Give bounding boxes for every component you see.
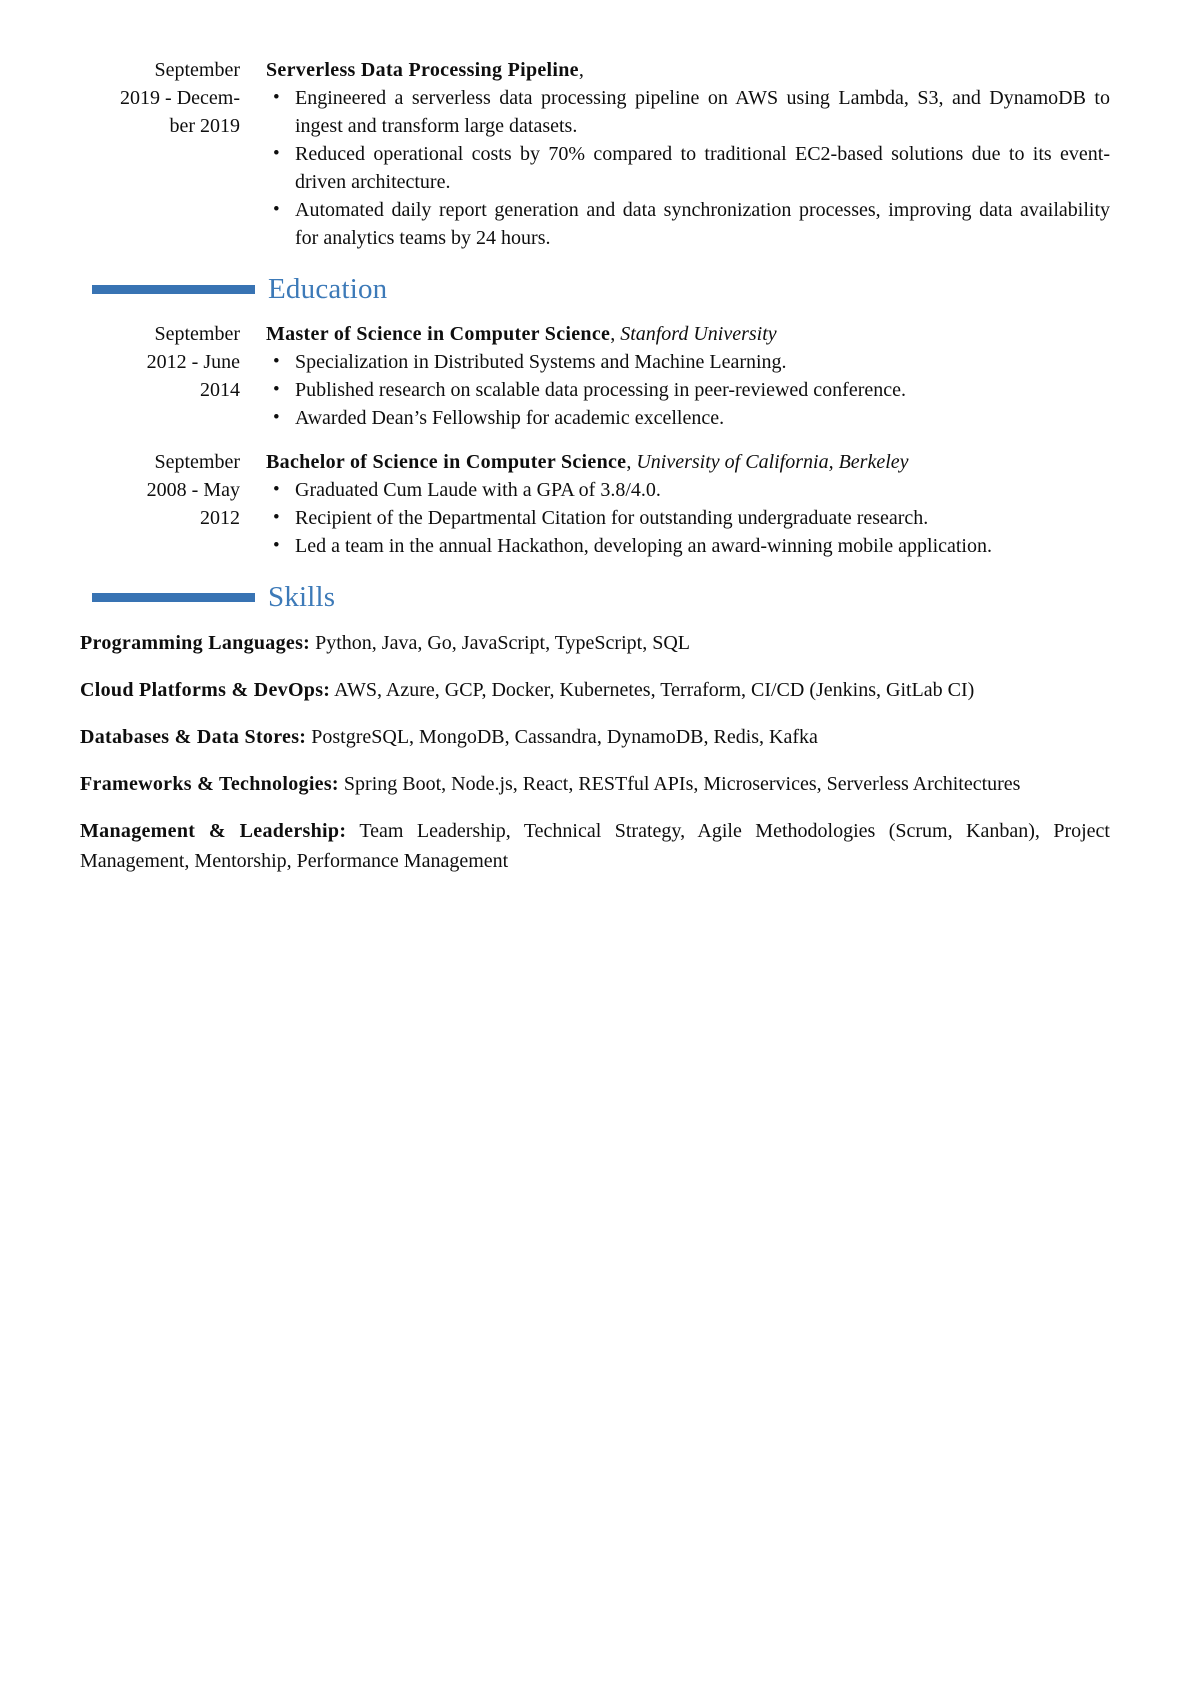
education-bullet-list — [266, 476, 1110, 560]
section-title-skills: Skills — [268, 580, 336, 613]
education-date-range — [80, 320, 240, 404]
skill-category-label: Databases & Data Stores: — [80, 725, 307, 748]
date-line: 2012 — [200, 506, 240, 529]
education-date-range — [80, 448, 240, 532]
section-rule — [92, 285, 255, 294]
date-line: 2012 - June — [146, 350, 240, 373]
title-separator: , — [626, 450, 632, 473]
education-entry-body — [266, 320, 1110, 432]
date-line: 2008 - May — [146, 478, 240, 501]
bullet-item: • Published research on scalable data processing in peer-reviewed conference. — [266, 376, 1110, 404]
skill-category-items: PostgreSQL, MongoDB, Cassandra, DynamoDB, Redis, Kafka — [311, 725, 818, 748]
skill-category-frameworks — [80, 769, 1110, 799]
skill-category-items: Python, Java, Go, JavaScript, TypeScript, SQL — [315, 631, 690, 654]
education-title — [266, 320, 1110, 348]
education-bullet-list — [266, 348, 1110, 432]
education-title — [266, 448, 1110, 476]
degree-title: Bachelor of Science in Computer Science — [266, 450, 627, 473]
degree-title: Master of Science in Computer Science — [266, 322, 611, 345]
institution-name: University of California, Berkeley — [636, 450, 909, 473]
bullet-item: • Reduced operational costs by 70% compared to traditional EC2-based solutions due to its event-driven architecture. — [266, 140, 1110, 196]
institution-name: Stanford University — [620, 322, 777, 345]
education-entry-masters — [80, 320, 1110, 432]
skill-category-label: Cloud Platforms & DevOps: — [80, 678, 331, 701]
experience-date-range — [80, 56, 240, 140]
date-line: 2019 - Decem- — [120, 87, 240, 109]
date-line: September — [154, 59, 240, 81]
skill-category-programming-languages — [80, 628, 1110, 658]
bullet-item: • Automated daily report generation and data synchronization processes, improving data availability for analytics teams by 24 hours. — [266, 196, 1110, 252]
skill-category-items: Spring Boot, Node.js, React, RESTful APIs, Microservices, Serverless Architectures — [343, 772, 1021, 795]
bullet-item: • Graduated Cum Laude with a GPA of 3.8/4.0. — [266, 476, 1110, 504]
date-line: September — [154, 322, 240, 345]
date-line: ber 2019 — [169, 115, 240, 137]
skill-category-items: Team Leadership, Technical Strategy, Agile Methodologies (Scrum, Kanban), Project Management, Mentorship, Performance Management — [80, 819, 1110, 872]
bullet-item: • Led a team in the annual Hackathon, developing an award-winning mobile application. — [266, 532, 1110, 560]
date-line: September — [154, 450, 240, 473]
skill-category-label: Management & Leadership: — [80, 819, 347, 842]
skill-category-label: Programming Languages: — [80, 631, 311, 654]
skill-category-label: Frameworks & Technologies: — [80, 772, 339, 795]
date-line: 2014 — [200, 378, 240, 401]
skill-category-cloud-devops — [80, 675, 1110, 705]
bullet-item: • Engineered a serverless data processing pipeline on AWS using Lambda, S3, and DynamoDB to ingest and transform large datasets. — [266, 84, 1110, 140]
title-separator: , — [610, 322, 616, 345]
section-title-education: Education — [268, 273, 388, 305]
section-rule — [92, 593, 255, 602]
title-separator: , — [578, 59, 584, 81]
section-header-skills — [80, 582, 1110, 614]
skill-category-management — [80, 816, 1110, 876]
bullet-item: • Recipient of the Departmental Citation for outstanding undergraduate research. — [266, 504, 1110, 532]
education-entry-bachelors — [80, 448, 1110, 560]
project-title: Serverless Data Processing Pipeline — [266, 59, 579, 81]
section-header-education — [80, 274, 1110, 306]
skill-category-databases — [80, 722, 1110, 752]
skill-category-items: AWS, Azure, GCP, Docker, Kubernetes, Terraform, CI/CD (Jenkins, GitLab CI) — [334, 678, 975, 701]
experience-title — [266, 56, 1110, 84]
experience-bullet-list — [266, 84, 1110, 252]
education-entry-body — [266, 448, 1110, 560]
bullet-item: • Awarded Dean’s Fellowship for academic excellence. — [266, 404, 1110, 432]
experience-entry — [80, 56, 1110, 252]
bullet-item: • Specialization in Distributed Systems and Machine Learning. — [266, 348, 1110, 376]
experience-entry-body — [266, 56, 1110, 252]
